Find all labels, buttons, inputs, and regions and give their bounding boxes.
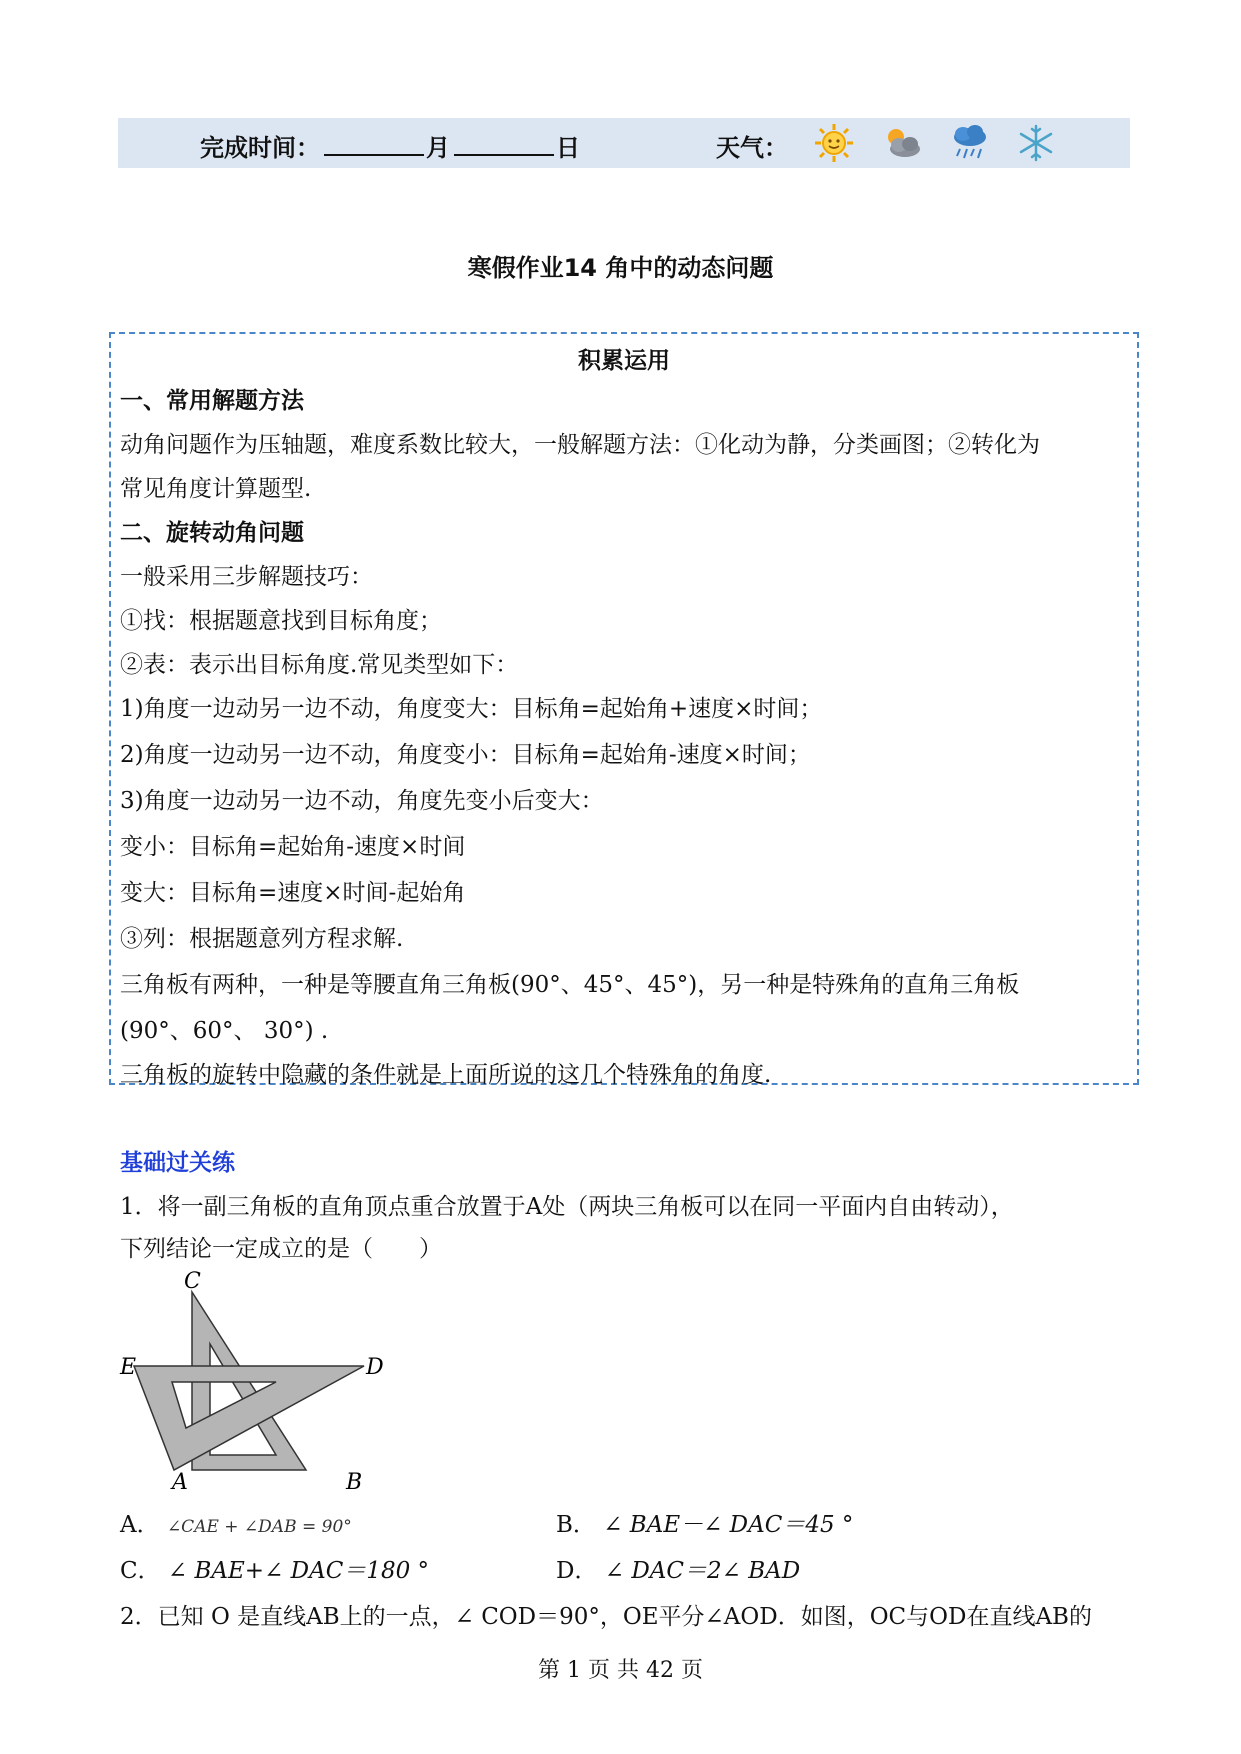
text-line: 动角问题作为压轴题，难度系数比较大，一般解题方法：①化动为静，分类画图；②转化为 xyxy=(120,432,1040,458)
partly-cloudy-icon xyxy=(880,122,924,164)
snowflake-icon xyxy=(1014,122,1058,164)
section-heading: 基础过关练 xyxy=(120,1150,235,1176)
option-d-text: ∠ DAC＝2∠ BAD xyxy=(604,1558,801,1584)
option-b xyxy=(556,1506,853,1539)
text-line: ③列：根据题意列方程求解. xyxy=(120,926,404,952)
weather-label: 天气： xyxy=(716,134,788,162)
text-line: ①找：根据题意找到目标角度； xyxy=(120,608,442,634)
option-a-label: A． xyxy=(120,1512,160,1538)
completion-label: 完成时间： xyxy=(200,134,320,162)
question-1-line-1: 1．将一副三角板的直角顶点重合放置于A处（两块三角板可以在同一平面内自由转动）， xyxy=(120,1194,1014,1220)
page-footer: 第 1 页 共 42 页 xyxy=(538,1658,703,1683)
heading-rotation: 二、旋转动角问题 xyxy=(120,520,304,546)
option-b-text: ∠ BAE－∠ DAC＝45 ° xyxy=(603,1512,854,1538)
option-d xyxy=(556,1552,800,1585)
text-line: 常见角度计算题型. xyxy=(120,476,312,502)
question-1-line-2: 下列结论一定成立的是（ ） xyxy=(120,1236,442,1262)
option-c xyxy=(120,1552,429,1585)
label-C: C xyxy=(184,1270,201,1294)
summary-box-title: 积累运用 xyxy=(578,348,670,374)
header-band xyxy=(118,118,1130,168)
month-label: 月 xyxy=(426,134,450,162)
page-title: 寒假作业14 角中的动态问题 xyxy=(467,254,774,282)
text-line: 变大：目标角=速度×时间-起始角 xyxy=(120,880,466,906)
sun-icon xyxy=(812,122,856,164)
option-c-text: ∠ BAE+∠ DAC＝180 ° xyxy=(167,1558,430,1584)
option-a-text: ∠CAE + ∠DAB = 90° xyxy=(166,1517,352,1537)
option-b-label: B． xyxy=(556,1512,596,1538)
option-c-label: C． xyxy=(120,1558,161,1584)
option-d-label: D． xyxy=(556,1558,598,1584)
text-line: 三角板的旋转中隐藏的条件就是上面所说的这几个特殊角的角度. xyxy=(120,1062,772,1088)
day-blank xyxy=(454,128,554,156)
text-line: 2)角度一边动另一边不动，角度变小：目标角=起始角-速度×时间； xyxy=(120,742,811,768)
month-blank xyxy=(324,128,424,156)
option-a xyxy=(120,1506,352,1539)
rain-icon xyxy=(948,122,992,164)
triangle-figure xyxy=(116,1270,396,1490)
label-E: E xyxy=(120,1355,137,1380)
label-D: D xyxy=(366,1355,384,1380)
text-line: 一般采用三步解题技巧： xyxy=(120,564,373,590)
text-line: 3)角度一边动另一边不动，角度先变小后变大： xyxy=(120,788,604,814)
text-line: 变小：目标角=起始角-速度×时间 xyxy=(120,834,466,860)
text-line: (90°、60°、 30°) . xyxy=(120,1018,329,1044)
heading-common-methods: 一、常用解题方法 xyxy=(120,388,304,414)
label-A: A xyxy=(172,1470,188,1490)
day-label: 日 xyxy=(556,134,580,162)
text-line: 三角板有两种，一种是等腰直角三角板(90°、45°、45°)，另一种是特殊角的直角三角板 xyxy=(120,972,1020,998)
question-2-line-1: 2．已知 O 是直线AB上的一点，∠ COD＝90°，OE平分∠AOD．如图，OC与OD在直线AB的 xyxy=(120,1604,1092,1630)
text-line: ②表：表示出目标角度.常见类型如下： xyxy=(120,652,519,678)
label-B: B xyxy=(346,1470,363,1490)
text-line: 1)角度一边动另一边不动，角度变大：目标角=起始角+速度×时间； xyxy=(120,696,823,722)
